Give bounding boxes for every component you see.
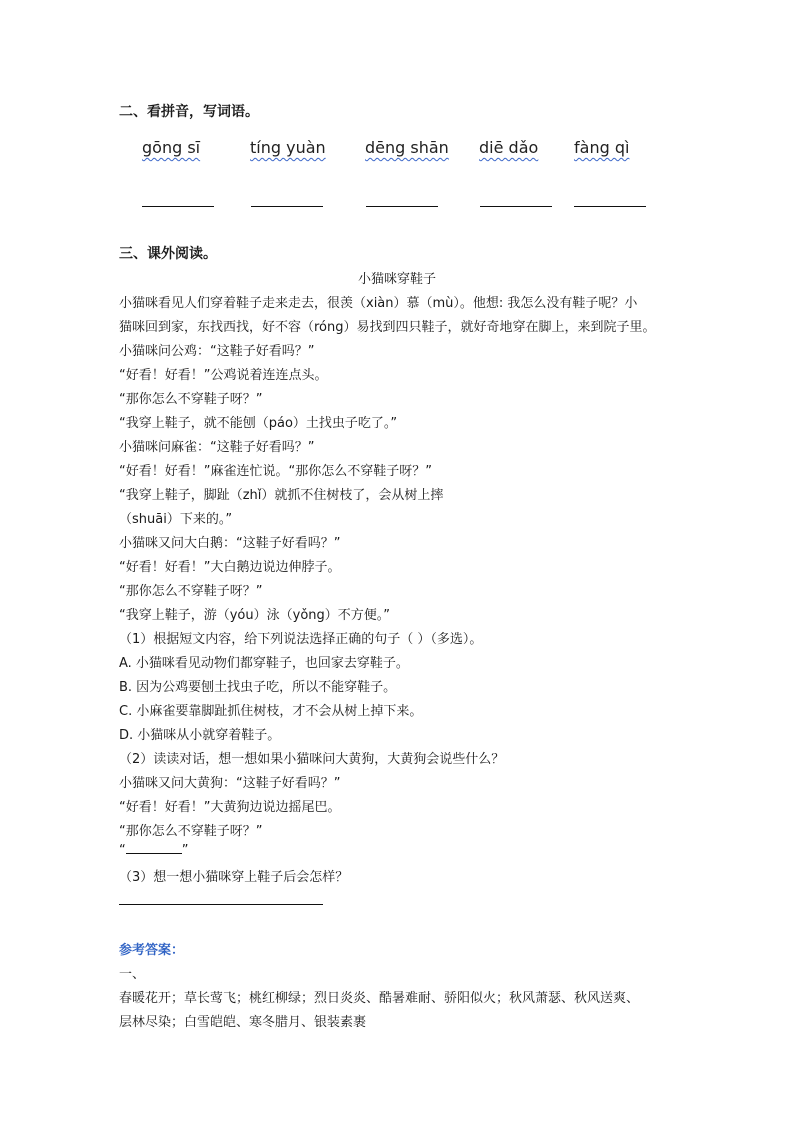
story-line: “我穿上鞋子，就不能刨（páo）土找虫子吃了。”: [119, 416, 398, 431]
answer-blank-5[interactable]: [574, 206, 646, 207]
story-line: “好看！好看！”大黄狗边说边摇尾巴。: [119, 800, 341, 815]
dialogue-blank[interactable]: [126, 843, 182, 854]
story-line: “我穿上鞋子，游（yóu）泳（yǒng）不方便。”: [119, 608, 390, 623]
answer-line-2: 层林尽染；白雪皑皑、寒冬腊月、银装素裹: [119, 1015, 367, 1030]
story-line: 猫咪回到家，东找西找，好不容（róng）易找到四只鞋子，就好奇地穿在脚上，来到院子里。: [119, 320, 656, 335]
question-2: （2）读读对话，想一想如果小猫咪问大黄狗，大黄狗会说些什么？: [119, 752, 505, 767]
question-1: （1）根据短文内容，给下列说法选择正确的句子（ ）（多选）。: [119, 632, 483, 647]
story-line: 小猫咪又问大白鹅：“这鞋子好看吗？”: [119, 536, 341, 551]
story-line: （shuāi）下来的。”: [119, 512, 233, 527]
option-b: B. 因为公鸡要刨土找虫子吃，所以不能穿鞋子。: [119, 680, 397, 695]
option-c: C. 小麻雀要靠脚趾抓住树枝，才不会从树上掉下来。: [119, 704, 423, 719]
dialogue-blank-line: [119, 843, 189, 858]
option-d: D. 小猫咪从小就穿着鞋子。: [119, 728, 281, 743]
answer-blank-2[interactable]: [251, 206, 323, 207]
story-line: “那你怎么不穿鞋子呀？”: [119, 824, 263, 839]
answer-blank-1[interactable]: [142, 206, 214, 207]
answers-section-marker: 一、: [119, 967, 146, 982]
pinyin-2: tíng yuàn: [250, 138, 326, 157]
story-line: 小猫咪问公鸡：“这鞋子好看吗？”: [119, 344, 315, 359]
story-line: “我穿上鞋子，脚趾（zhǐ）就抓不住树枝了，会从树上摔: [119, 488, 444, 503]
question-3-answer-blank[interactable]: [119, 904, 323, 905]
answer-blank-4[interactable]: [480, 206, 552, 207]
option-a: A. 小猫咪看见动物们都穿鞋子，也回家去穿鞋子。: [119, 656, 409, 671]
section2-heading: 二、看拼音，写词语。: [119, 104, 259, 120]
open-quote: “: [119, 843, 126, 858]
pinyin-1: gōng sī: [142, 138, 201, 157]
story-line: “那你怎么不穿鞋子呀？”: [119, 584, 263, 599]
story-line: “那你怎么不穿鞋子呀？”: [119, 392, 263, 407]
story-line: “好看！好看！”大白鹅边说边伸脖子。: [119, 560, 341, 575]
story-line: “好看！好看！”公鸡说着连连点头。: [119, 368, 328, 383]
answers-heading: 参考答案：: [119, 943, 185, 958]
story-line: “好看！好看！”麻雀连忙说。“那你怎么不穿鞋子呀？”: [119, 464, 432, 479]
answer-line-1: 春暖花开；草长莺飞；桃红柳绿；烈日炎炎、酷暑难耐、骄阳似火；秋风萧瑟、秋风送爽、: [119, 991, 640, 1006]
story-line: 小猫咪问麻雀：“这鞋子好看吗？”: [119, 440, 315, 455]
pinyin-3: dēng shān: [365, 138, 449, 157]
pinyin-5: fàng qì: [574, 138, 630, 157]
pinyin-4: diē dǎo: [479, 138, 539, 157]
story-title: 小猫咪穿鞋子: [357, 272, 436, 287]
story-line: 小猫咪又问大黄狗：“这鞋子好看吗？”: [119, 776, 341, 791]
story-line: 小猫咪看见人们穿着鞋子走来走去，很羡（xiàn）慕（mù）。他想: 我怎么没有鞋子呢？小: [119, 296, 638, 311]
answer-blank-3[interactable]: [366, 206, 438, 207]
close-quote: ”: [181, 843, 189, 858]
question-3: （3）想一想小猫咪穿上鞋子后会怎样？: [119, 870, 349, 885]
section3-heading: 三、课外阅读。: [119, 246, 217, 262]
